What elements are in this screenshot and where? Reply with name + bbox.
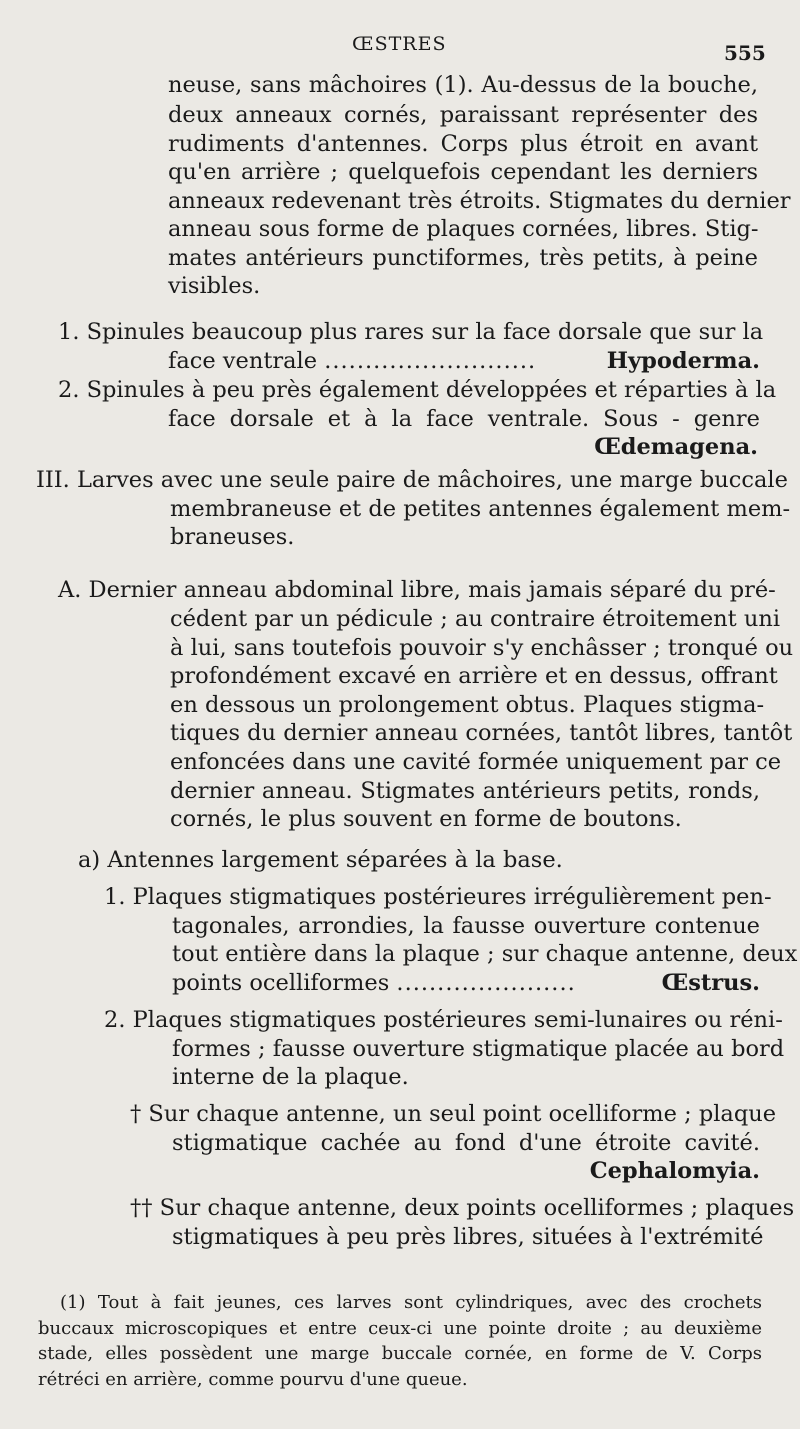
running-title: ŒSTRES (352, 33, 447, 55)
text-line: qu'en arrière ; quelquefois cependant les derniers (168, 159, 758, 185)
subsection-line: a) Antennes largement séparées à la base. (78, 847, 563, 873)
page-number: 555 (724, 41, 766, 65)
text-line: deux anneaux cornés, paraissant représenter des (168, 102, 758, 128)
text-line: neuse, sans mâchoires (1). Au-dessus de la bouche, (168, 72, 758, 98)
key-line: interne de la plaque. (172, 1064, 409, 1090)
key-line: face dorsale et à la face ventrale. Sous - genre (168, 406, 760, 432)
key-line: † Sur chaque antenne, un seul point ocelliforme ; plaque (130, 1101, 777, 1127)
text-line: rudiments d'antennes. Corps plus étroit en avant (168, 131, 758, 157)
key-line (168, 347, 760, 375)
key-line: 1. Spinules beaucoup plus rares sur la face dorsale que sur la (58, 319, 764, 345)
key-line: stigmatique cachée au fond d'une étroite cavité. (172, 1130, 760, 1156)
key-line: formes ; fausse ouverture stigmatique placée au bord (172, 1036, 785, 1062)
key-line: †† Sur chaque antenne, deux points ocelliformes ; plaques (130, 1195, 795, 1221)
leader-dots: .......................... (324, 348, 537, 374)
section-line: cornés, le plus souvent en forme de boutons. (170, 806, 682, 832)
key-line: 2. Plaques stigmatiques postérieures semi-lunaires ou réni- (104, 1007, 783, 1033)
key-line (172, 969, 760, 997)
section-line: braneuses. (170, 524, 295, 550)
section-line: profondément excavé en arrière et en dessus, offrant (170, 663, 778, 689)
key-text: points ocelliformes (172, 970, 390, 996)
text-line: anneaux redevenant très étroits. Stigmates du dernier (168, 188, 791, 214)
section-line: dernier anneau. Stigmates antérieurs petits, ronds, (170, 778, 760, 804)
footnote-line: (1) Tout à fait jeunes, ces larves sont cylindriques, avec des crochets (60, 1292, 762, 1313)
footnote-line: rétréci en arrière, comme pourvu d'une queue. (38, 1369, 468, 1390)
footnote-line: stade, elles possèdent une marge buccale cornée, en forme de V. Corps (38, 1343, 762, 1364)
genus-name: Hypoderma. (606, 348, 760, 374)
genus-name: Œdemagena. (594, 434, 758, 460)
genus-name: Cephalomyia. (589, 1158, 760, 1184)
running-header (0, 33, 800, 63)
key-line: tagonales, arrondies, la fausse ouverture contenue (172, 913, 760, 939)
key-line: 1. Plaques stigmatiques postérieures irrégulièrement pen- (104, 884, 772, 910)
section-line: cédent par un pédicule ; au contraire étroitement uni (170, 606, 781, 632)
leader-dots: ...................... (396, 970, 576, 996)
key-line: stigmatiques à peu près libres, situées à l'extrémité (172, 1224, 764, 1250)
key-text: face ventrale (168, 348, 318, 374)
footnote-line: buccaux microscopiques et entre ceux-ci une pointe droite ; au deuxième (38, 1318, 762, 1339)
text-line: visibles. (168, 273, 261, 299)
section-line: à lui, sans toutefois pouvoir s'y enchâsser ; tronqué ou (170, 635, 794, 661)
section-line: tiques du dernier anneau cornées, tantôt libres, tantôt (170, 720, 793, 746)
genus-name: Œstrus. (661, 970, 760, 996)
section-line: A. Dernier anneau abdominal libre, mais jamais séparé du pré- (58, 577, 776, 603)
key-line: tout entière dans la plaque ; sur chaque antenne, deux (172, 941, 798, 967)
text-line: anneau sous forme de plaques cornées, libres. Stig- (168, 216, 759, 242)
text-line: mates antérieurs punctiformes, très petits, à peine (168, 245, 758, 271)
section-line: en dessous un prolongement obtus. Plaques stigma- (170, 692, 765, 718)
section-line: enfoncées dans une cavité formée uniquement par ce (170, 749, 782, 775)
key-line: 2. Spinules à peu près également développées et réparties à la (58, 377, 777, 403)
section-line: III. Larves avec une seule paire de mâchoires, une marge buccale (36, 467, 788, 493)
section-line: membraneuse et de petites antennes également mem- (170, 496, 791, 522)
